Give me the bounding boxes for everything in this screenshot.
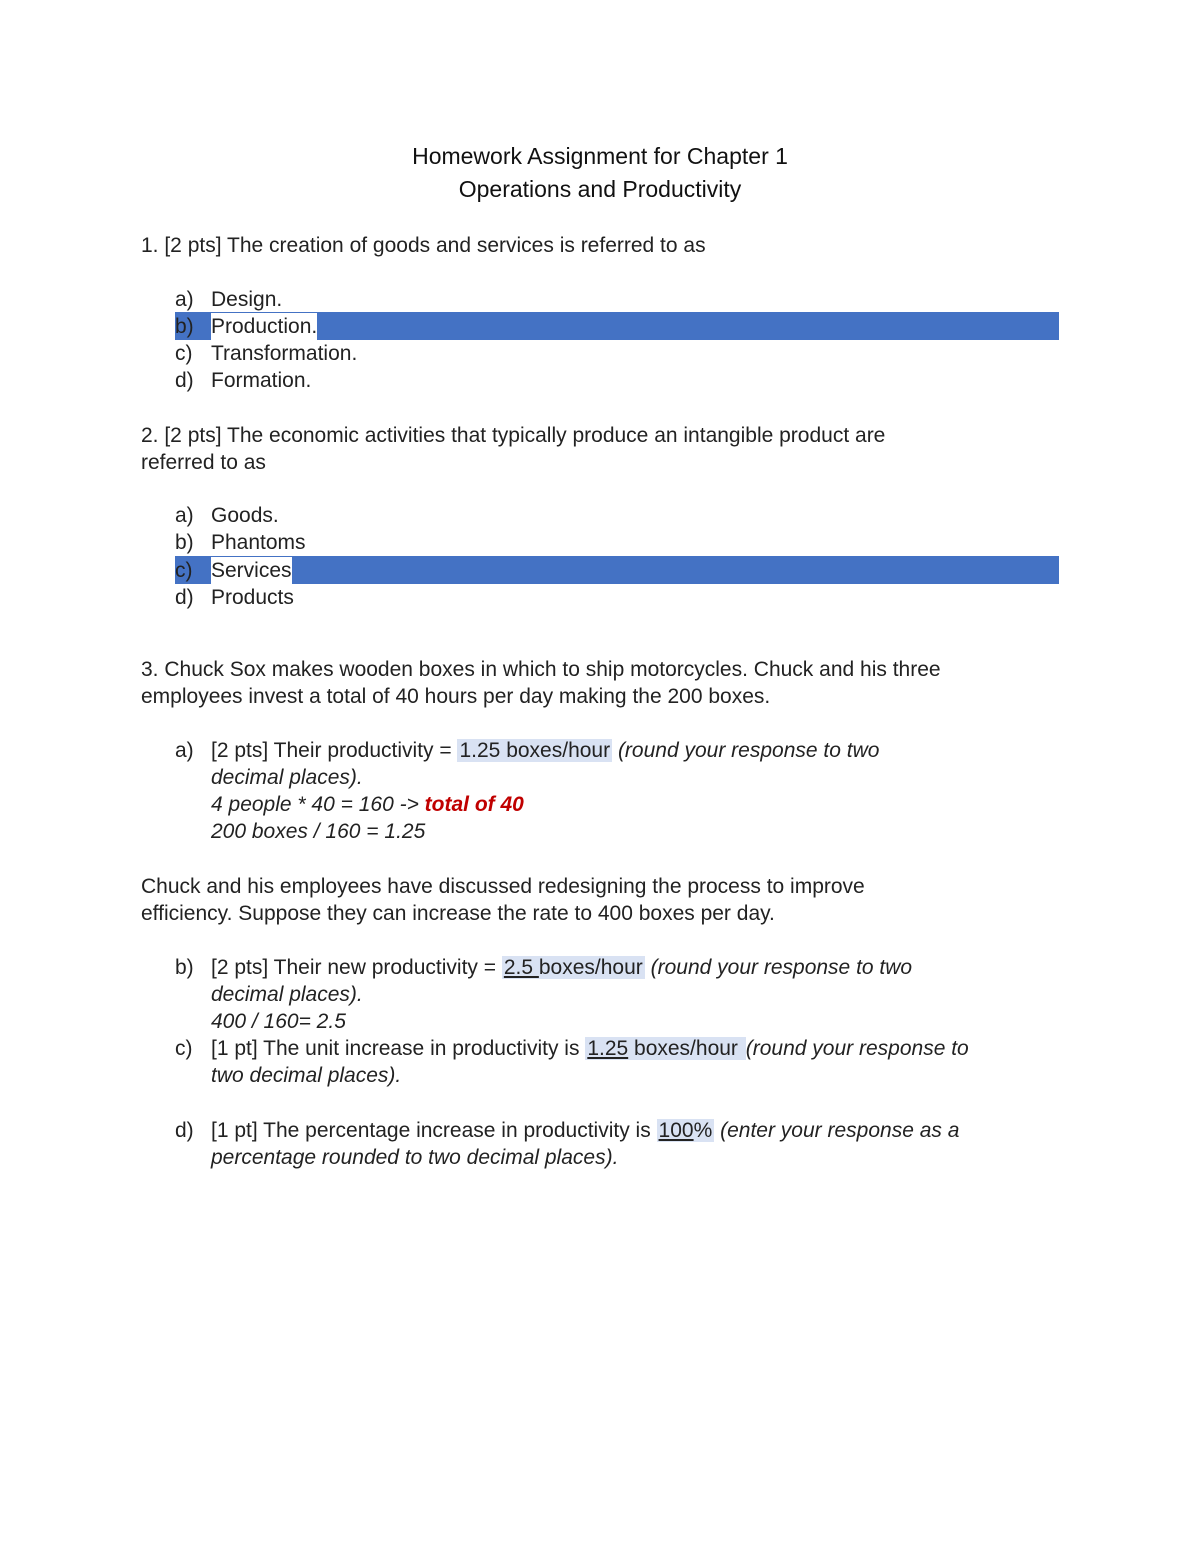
q3a-work-highlight: total of 40 [424,793,524,816]
q1-option-d-text: Formation. [211,369,312,392]
q3c-answer-field[interactable] [585,1037,745,1060]
q3b-prefix: [2 pts] Their new productivity = [211,956,502,979]
q3d-answer-field[interactable] [657,1119,715,1142]
q3a-answer-field[interactable]: 1.25 boxes/hour [459,739,611,762]
q3a-hint-continued: decimal places). [211,766,363,789]
q1-option-d-label: d) [175,369,194,392]
q3a-label: a) [175,739,194,762]
q2-selection-highlight [175,556,1059,584]
q3d-answer-value: 100 [658,1119,694,1142]
q3b-hint: (round your response to two [650,956,913,979]
q3a-work-line2: 200 boxes / 160 = 1.25 [211,820,426,843]
q1-option-c-text: Transformation. [211,342,358,365]
q3d-label: d) [175,1119,194,1142]
q3a-prefix: [2 pts] Their productivity = [211,739,458,762]
q2-option-d-text: Products [211,586,294,609]
q3-prompt-line1: 3. Chuck Sox makes wooden boxes in which to ship motorcycles. Chuck and his three [141,658,941,681]
q3c-prefix: [1 pt] The unit increase in productivity is [211,1037,586,1060]
q3-middle-line1: Chuck and his employees have discussed redesigning the process to improve [141,875,865,898]
q3a-work-line1 [211,791,524,818]
document-title: Homework Assignment for Chapter 1 [412,143,788,169]
q3-prompt-line2: employees invest a total of 40 hours per day making the 200 boxes. [141,685,771,708]
q3a-hint: (round your response to two [617,739,880,762]
q3b-label: b) [175,956,194,979]
q3-middle-line2: efficiency. Suppose they can increase the rate to 400 boxes per day. [141,902,775,925]
q3b-answer-value: 2.5 [503,956,539,979]
q3b-answer-field[interactable] [502,956,645,979]
q3d-answer-unit: % [693,1119,713,1142]
q2-option-a-label: a) [175,504,194,527]
q2-option-c-label: c) [175,559,193,582]
document-subtitle: Operations and Productivity [458,176,742,202]
q2-prompt-line1: 2. [2 pts] The economic activities that typically produce an intangible product are [141,424,886,447]
q1-option-b-label: b) [175,315,194,338]
q3d-hint-continued: percentage rounded to two decimal places). [211,1146,619,1169]
q1-option-a-label: a) [175,288,194,311]
q2-option-a-text: Goods. [211,504,279,527]
q3a-work-text: 4 people * 40 = 160 -> [211,793,425,816]
q2-option-d-label: d) [175,586,194,609]
q2-option-c-text: Services [211,559,292,582]
q3b-line1 [211,954,912,981]
q2-prompt-line2: referred to as [141,451,266,474]
q3b-answer-unit: boxes/hour [538,956,643,979]
q3c-hint: (round your response to [745,1037,969,1060]
q3c-answer-unit: boxes/hour [628,1037,744,1060]
q1-option-b-text: Production. [211,315,318,338]
q3d-hint: (enter your response as a [714,1119,960,1142]
q3c-answer-value: 1.25 [587,1037,629,1060]
q3d-prefix: [1 pt] The percentage increase in productivity is [211,1119,657,1142]
q3c-hint-continued: two decimal places). [211,1064,402,1087]
q3b-hint-continued: decimal places). [211,983,363,1006]
q3a-line1 [211,737,879,764]
q3b-work-line1: 400 / 160= 2.5 [211,1010,346,1033]
q1-option-c-label: c) [175,342,193,365]
q1-prompt: 1. [2 pts] The creation of goods and services is referred to as [141,234,706,257]
q2-option-b-label: b) [175,531,194,554]
q3d-line1 [211,1117,959,1144]
q2-option-b-text: Phantoms [211,531,306,554]
q1-option-a-text: Design. [211,288,283,311]
q3c-line1 [211,1035,969,1062]
q3c-label: c) [175,1037,193,1060]
